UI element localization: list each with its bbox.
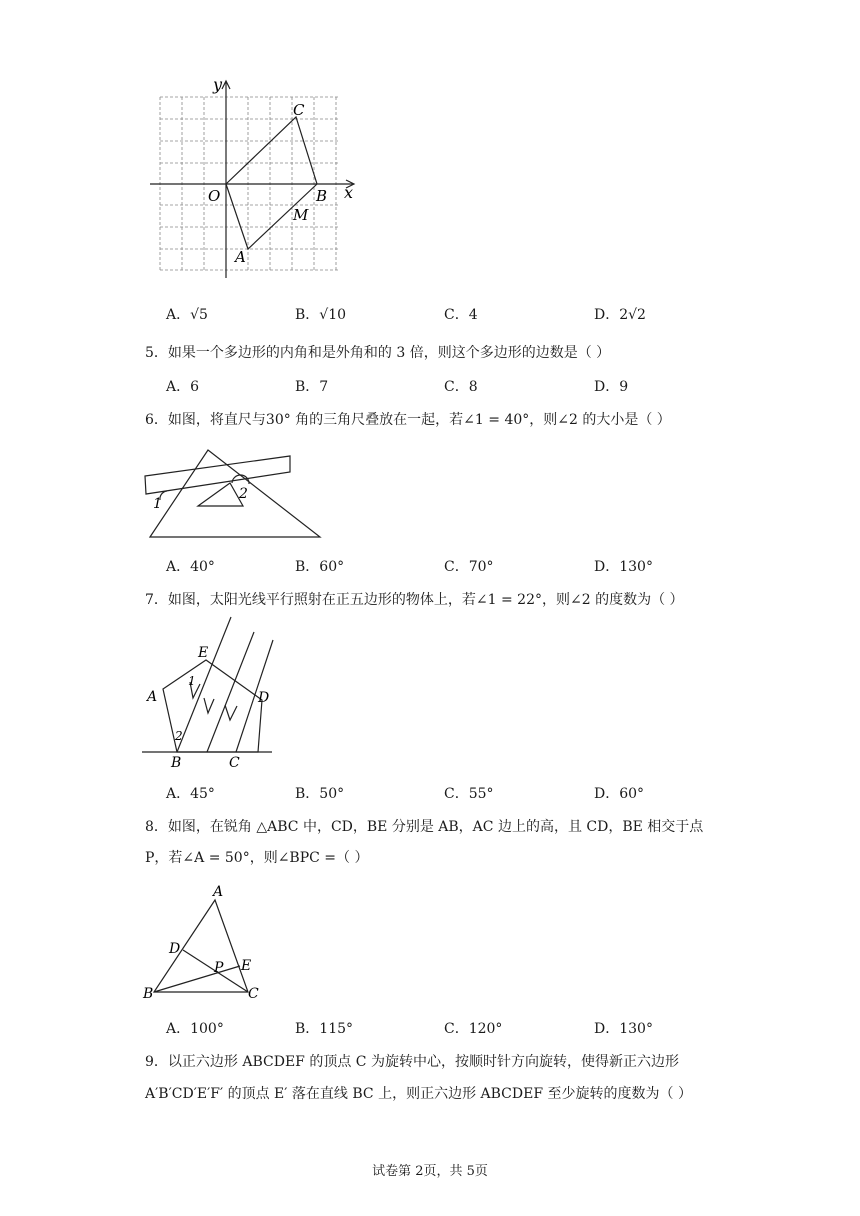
q7-option-a: A．45° [166, 786, 215, 802]
q7-label-D: D [258, 690, 270, 706]
q4-label-x: x [344, 183, 354, 202]
q7-option-c: C．55° [444, 786, 494, 802]
q8-question-line1: 8．如图，在锐角 △ABC 中，CD，BE 分别是 AB，AC 边上的高，且 CD，BE 相交于点 [145, 819, 704, 835]
q7-label-1: 1 [188, 674, 196, 688]
q7-question: 7．如图，太阳光线平行照射在正五边形的物体上，若∠1 = 22°，则∠2 的度数为（ ） [145, 592, 684, 608]
q4-label-y: y [213, 75, 223, 94]
q7-option-b: B．50° [295, 786, 345, 802]
q5-option-d: D．9 [594, 379, 629, 395]
q8-label-E: E [241, 958, 252, 974]
q7-pentagon-figure [140, 612, 280, 772]
q4-coordinate-figure [145, 70, 365, 280]
q6-option-d: D．130° [594, 559, 653, 575]
q8-question-line2: P，若∠A = 50°，则∠BPC =（ ） [145, 850, 369, 866]
q5-option-a: A．6 [166, 379, 200, 395]
q8-option-a: A．100° [166, 1021, 224, 1037]
q7-label-C: C [229, 755, 240, 771]
q6-label-2: 2 [239, 486, 248, 502]
q7-option-d: D．60° [594, 786, 645, 802]
q5-question: 5．如果一个多边形的内角和是外角和的 3 倍，则这个多边形的边数是（ ） [145, 345, 611, 361]
q9-question-line1: 9．以正六边形 ABCDEF 的顶点 C 为旋转中心，按顺时针方向旋转，使得新正六边形 [145, 1054, 679, 1070]
q4-label-B: B [316, 187, 328, 205]
q9-question-line2: A′B′CD′E′F′ 的顶点 E′ 落在直线 BC 上，则正六边形 ABCDEF 至少旋转的度数为（ ） [145, 1086, 692, 1102]
q8-option-c: C．120° [444, 1021, 503, 1037]
q8-label-D: D [169, 941, 181, 957]
q4-option-a: A．√5 [166, 307, 208, 323]
q8-label-P: P [214, 960, 224, 976]
q5-option-b: B．7 [295, 379, 329, 395]
q5-option-c: C．8 [444, 379, 478, 395]
q4-label-O: O [208, 187, 221, 205]
q4-option-b: B．√10 [295, 307, 347, 323]
q8-option-b: B．115° [295, 1021, 354, 1037]
q8-label-A: A [213, 884, 224, 900]
q8-label-C: C [248, 986, 259, 1002]
q7-label-B: B [171, 755, 182, 771]
q7-label-2: 2 [175, 729, 183, 743]
q6-option-b: B．60° [295, 559, 345, 575]
q6-option-a: A．40° [166, 559, 215, 575]
q4-label-C: C [293, 101, 305, 119]
q6-label-1: 1 [153, 496, 162, 512]
q7-label-A: A [147, 689, 158, 705]
q4-option-d: D．2√2 [594, 307, 646, 323]
q6-question: 6．如图，将直尺与30° 角的三角尺叠放在一起，若∠1 = 40°，则∠2 的大小是（ ） [145, 412, 671, 428]
q8-option-d: D．130° [594, 1021, 653, 1037]
q6-option-c: C．70° [444, 559, 494, 575]
q8-label-B: B [143, 986, 154, 1002]
q6-ruler-triangle-figure [140, 445, 330, 540]
q4-label-M: M [293, 206, 309, 224]
q4-label-A: A [235, 248, 246, 266]
q4-option-c: C．4 [444, 307, 478, 323]
q7-label-E: E [198, 645, 209, 661]
q8-triangle-figure [140, 880, 270, 1005]
page-footer: 试卷第 2页，共 5页 [372, 1164, 488, 1179]
